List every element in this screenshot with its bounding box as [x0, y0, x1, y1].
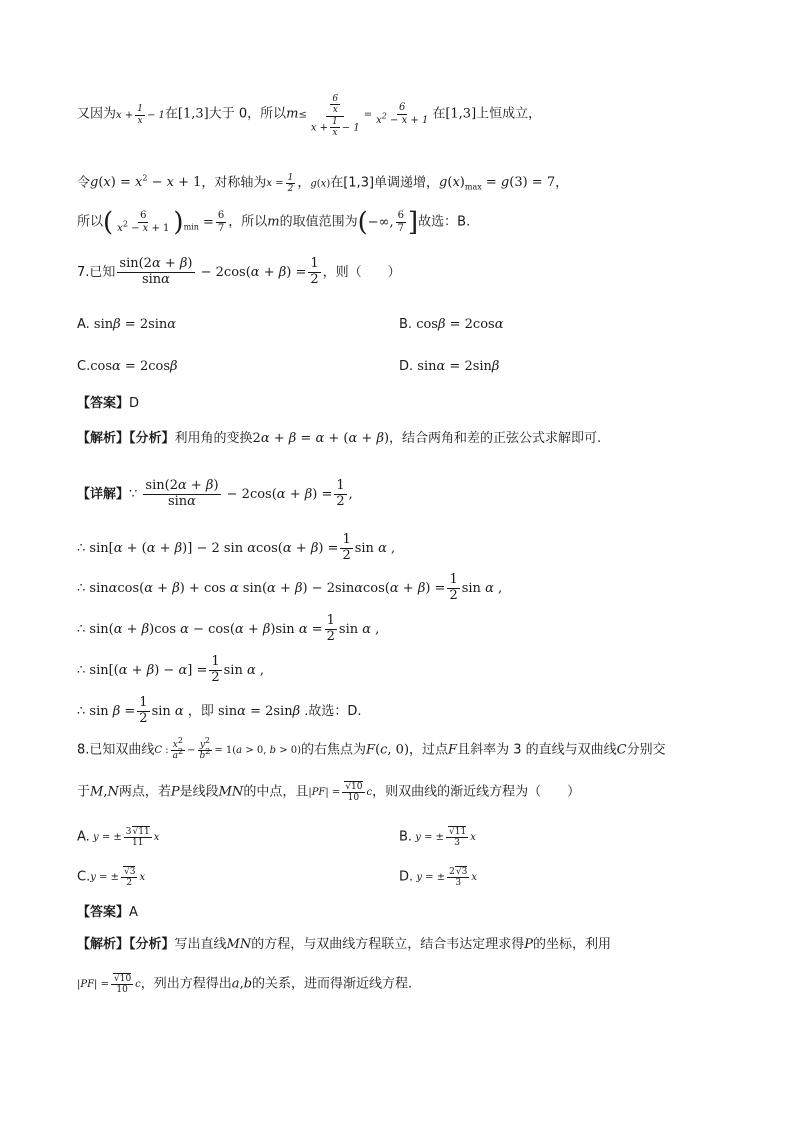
text: 又因为 [77, 106, 117, 122]
text: 上恒成立， [476, 106, 542, 122]
math-mn: M [90, 784, 104, 800]
math-eq: = [363, 109, 373, 121]
text: 是线段 [179, 784, 219, 800]
math: cosα = 2cosβ [90, 359, 178, 374]
math-range: (−∞, $\frac{6}{7}$ ] [357, 207, 419, 237]
question-number: 8.已知双曲线 [77, 742, 155, 758]
text: 的中点，且 [243, 784, 309, 800]
text: 故选：B. [418, 214, 471, 230]
analysis-8-line2: |PF| = $\frac{√10}{10}$ c，列出方程得出a,b的关系，进而得渐近线方程. [77, 974, 413, 996]
math-interval: [1,3] [177, 106, 209, 122]
math-focus: F(c, 0) [366, 742, 410, 758]
option-label: B. [399, 317, 413, 332]
analysis-subtag: 【分析】 [129, 937, 175, 952]
math: sinα = 2sinβ [413, 359, 500, 374]
detail-7-line4: ∴ sin(α + β)cos α − cos(α + β)sin α = $\frac{1}{2}$ sin α , [77, 613, 380, 644]
math-hyperbola: C : $\frac{x^2}{a^2}$ − $\frac{y^2}{b^2}$ = 1(a > 0, b > 0) [154, 736, 302, 762]
text: 大于 0，所以 [208, 106, 287, 122]
text: 的坐标，利用 [533, 937, 612, 952]
answer-7 [77, 397, 139, 410]
line-reason-condition [77, 92, 542, 139]
math-q7-eq: $\frac{\sin(2\alpha + \beta)}{\sin\alpha}$ − 2cos(α + β) = $\frac{1}{2}$ [119, 256, 319, 287]
math-m: m [286, 106, 299, 122]
text: ，结合两角和差的正弦公式求解即可. [389, 431, 602, 446]
math: sinβ = 2sinα [89, 317, 177, 332]
detail-7-line5: ∴ sin[(α + β) − α] = $\frac{1}{2}$ sin α , [77, 654, 265, 685]
line-define-g [77, 173, 568, 195]
math-interval: [1,3] [445, 106, 477, 122]
option-7c [77, 360, 178, 373]
math-min: ( $\frac{6}{x^2 - x + 1}$ )$_{min}$ = $\frac{6}{7}$ [103, 207, 225, 237]
math: y = ± $\frac{2√3}{3}$ x [416, 867, 477, 889]
detail-7-line2: ∴ sin[α + (α + β)] − 2 sin αcos(α + β) = $\frac{1}{2}$ sin α , [77, 532, 396, 563]
math-mn: MN [226, 937, 252, 952]
math-expr: x + $\frac{1}{x}$ − 1 [116, 104, 165, 126]
math: y = ± $\frac{√3}{2}$ x [90, 867, 146, 889]
math-segment: MN [218, 784, 244, 800]
math-gx-arg: (x) [316, 178, 331, 190]
option-label: C. [77, 359, 91, 374]
math-gmax: $g(x)_{max} = g(3) = 7$ [439, 175, 556, 192]
text: ， [555, 175, 569, 191]
option-8a [77, 827, 159, 849]
option-label: D. [399, 359, 414, 374]
detail-7-line1 [77, 479, 353, 510]
text: 两点，若 [118, 784, 171, 800]
math: ∴ sin β = $\frac{1}{2}$ sin α ，即 sinα = 2sinβ . [77, 695, 309, 726]
answer-tag: 【答案】 [77, 396, 130, 411]
option-7a [77, 318, 176, 331]
text: 且斜率为 3 的直线与双曲线 [457, 742, 617, 758]
option-8c [77, 867, 145, 889]
text: 的关系，进而得渐近线方程. [252, 976, 413, 992]
text: 的方程，与双曲线方程联立，结合韦达定理求得 [251, 937, 525, 952]
detail-tag: 【详解】 [77, 486, 130, 502]
analysis-tag: 【解析】 [77, 937, 130, 952]
question-7-stem [77, 257, 401, 288]
math-g: $g(x) = x^2 - x + 1$ [90, 174, 202, 191]
text: 令 [77, 175, 91, 191]
analysis-8-line1 [77, 938, 611, 951]
option-label: B. [399, 829, 413, 845]
option-7b [399, 318, 504, 331]
text: 在[1,3]单调递增， [330, 175, 440, 191]
analysis-tag: 【解析】 [77, 431, 130, 446]
text: 的取值范围为 [279, 214, 358, 230]
math-frac: $\frac{6}{x^2 - x + 1}$ [376, 102, 429, 126]
math-frac-big: $\frac{6}{x}$ x + $\frac{1}{x}$ − 1 [310, 94, 360, 139]
text: ，过点 [409, 742, 449, 758]
math-ab: a [231, 976, 240, 992]
text: 分别交 [626, 742, 666, 758]
text: 在 [432, 106, 446, 122]
text: 利用角的变换 [174, 431, 253, 446]
question-8-stem-line1 [77, 736, 666, 762]
math-axis: x = $\frac{1}{2}$ [266, 173, 294, 195]
analysis-7 [77, 432, 601, 445]
analysis-subtag: 【分析】 [129, 431, 175, 446]
text: ， [297, 175, 311, 191]
math: 2α + β = α + (α + β) [252, 431, 390, 446]
text: ，则双曲线的渐近线方程为（ ） [372, 784, 581, 800]
option-label: D. [399, 869, 414, 885]
text: 所以 [77, 214, 104, 230]
math-p: P [170, 784, 180, 800]
math-f: F [448, 742, 458, 758]
text: 故选：D. [308, 703, 362, 719]
text: ，则（ ） [322, 264, 401, 280]
math: y = ± $\frac{√11}{3}$ x [415, 827, 476, 849]
text: ，所以 [228, 214, 268, 230]
text: ，列出方程得出 [140, 976, 232, 992]
line-conclusion-m [77, 209, 470, 235]
math-p: P [524, 937, 533, 952]
option-8d [399, 867, 477, 889]
answer-value: A [129, 905, 138, 920]
option-label: C. [77, 869, 91, 885]
math-pf: |PF| = $\frac{√10}{10}$ c [308, 782, 373, 804]
question-number: 7.已知 [77, 264, 116, 280]
math-m: m [267, 214, 280, 230]
answer-tag: 【答案】 [77, 905, 130, 920]
option-label: A. [77, 829, 90, 845]
text: 的右焦点为 [301, 742, 367, 758]
text: 写出直线 [174, 937, 227, 952]
math-gx: g [310, 178, 317, 190]
math-c: C [616, 742, 627, 758]
option-7d [399, 360, 499, 373]
detail-7-line6 [77, 696, 362, 727]
answer-value: D [129, 396, 140, 411]
option-8b [399, 827, 476, 849]
math: ∵ $\frac{\sin(2\alpha + \beta)}{\sin\alpha}$ − 2cos(α + β) = $\frac{1}{2}$ , [129, 478, 353, 509]
math: y = ± $\frac{3√11}{11}$ x [92, 827, 160, 849]
option-label: A. [77, 317, 90, 332]
math-le: ≤ [298, 109, 307, 121]
answer-8 [77, 906, 138, 919]
text: ，对称轴为 [201, 175, 267, 191]
text: 于 [77, 784, 91, 800]
detail-7-line3: ∴ sinαcos(α + β) + cos α sin(α + β) − 2sinαcos(α + β) = $\frac{1}{2}$ sin α , [77, 572, 503, 603]
math-pf: |PF| = $\frac{√10}{10}$ c [77, 974, 141, 996]
math: cosβ = 2cosα [412, 317, 504, 332]
text: 在 [164, 106, 178, 122]
question-8-stem-line2: 于M,N两点，若P是线段MN的中点，且|PF| = $\frac{√10}{10}$ c，则双曲线的渐近线方程为（ ） [77, 782, 581, 804]
